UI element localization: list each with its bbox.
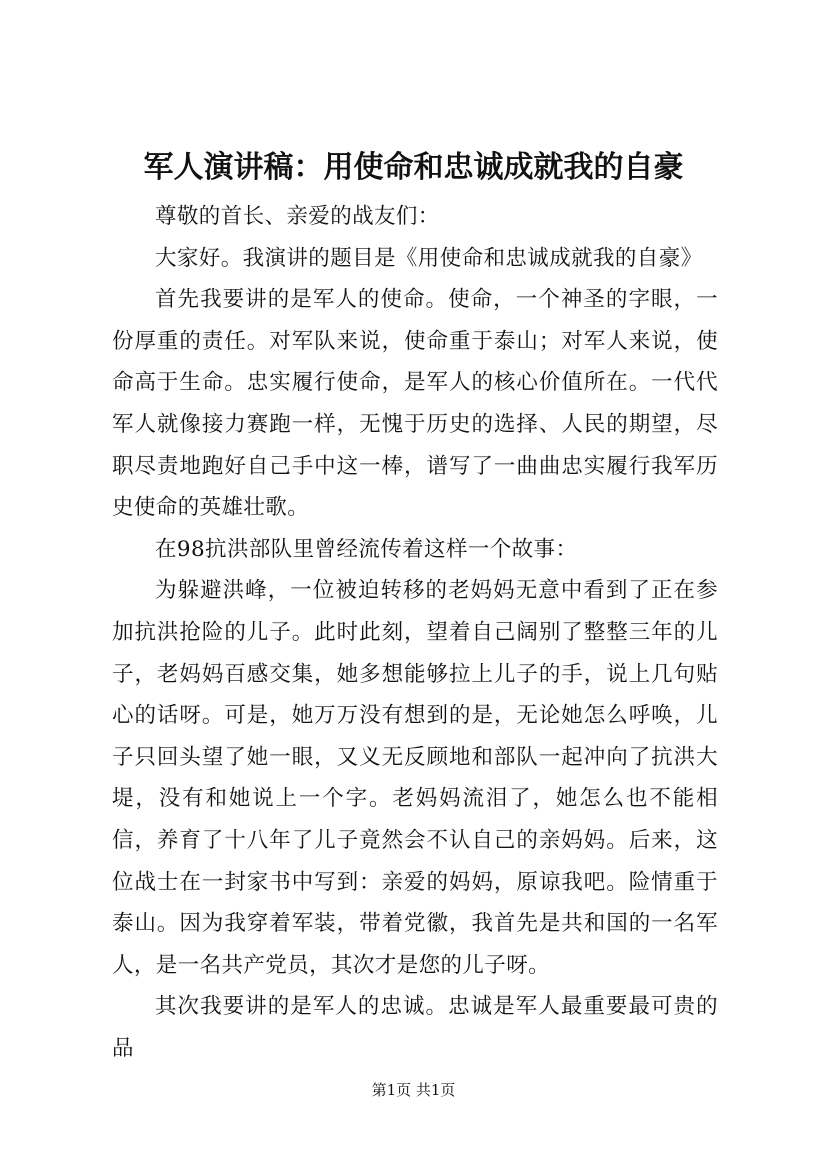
page-number-footer: 第1页 共1页	[371, 1081, 456, 1099]
document-title: 军人演讲稿：用使命和忠诚成就我的自豪	[143, 150, 684, 185]
paragraph-salutation: 尊敬的首长、亲爱的战友们：	[155, 204, 440, 229]
paragraph-greeting: 大家好。我演讲的题目是《用使命和忠诚成就我的自豪》	[155, 245, 703, 271]
document-body	[112, 196, 718, 1069]
paragraph-mission: 首先我要讲的是军人的使命。使命，一个神圣的字眼，一份厚重的责任。对军队来说，使命重于泰山；对军人来说，使命高于生命。忠实履行使命，是军人的核心价值所在。一代代军人就像接力赛跑一样，无愧于历史的选择、人民的期望，尽职尽责地跑好自己手中这一棒，谱写了一曲曲忠实履行我军历史使命的英雄壮歌。	[112, 287, 718, 521]
paragraph-story: 为躲避洪峰，一位被迫转移的老妈妈无意中看到了正在参加抗洪抢险的儿子。此时此刻，望着自己阔别了整整三年的儿子，老妈妈百感交集，她多想能够拉上儿子的手，说上几句贴心的话呀。可是，她万万没有想到的是，无论她怎么呼唤，儿子只回头望了她一眼，又义无反顾地和部队一起冲向了抗洪大堤，没有和她说上一个字。老妈妈流泪了，她怎么也不能相信，养育了十八年了儿子竟然会不认自己的亲妈妈。后来，这位战士在一封家书中写到：亲爱的妈妈，原谅我吧。险情重于泰山。因为我穿着军装，带着党徽，我首先是共和国的一名军人，是一名共产党员，其次才是您的儿子呀。	[112, 578, 718, 978]
paragraph-loyalty: 其次我要讲的是军人的忠诚。忠诚是军人最重要最可贵的品	[112, 994, 718, 1061]
paragraph-story-intro: 在98抗洪部队里曾经流传着这样一个故事：	[155, 536, 578, 562]
